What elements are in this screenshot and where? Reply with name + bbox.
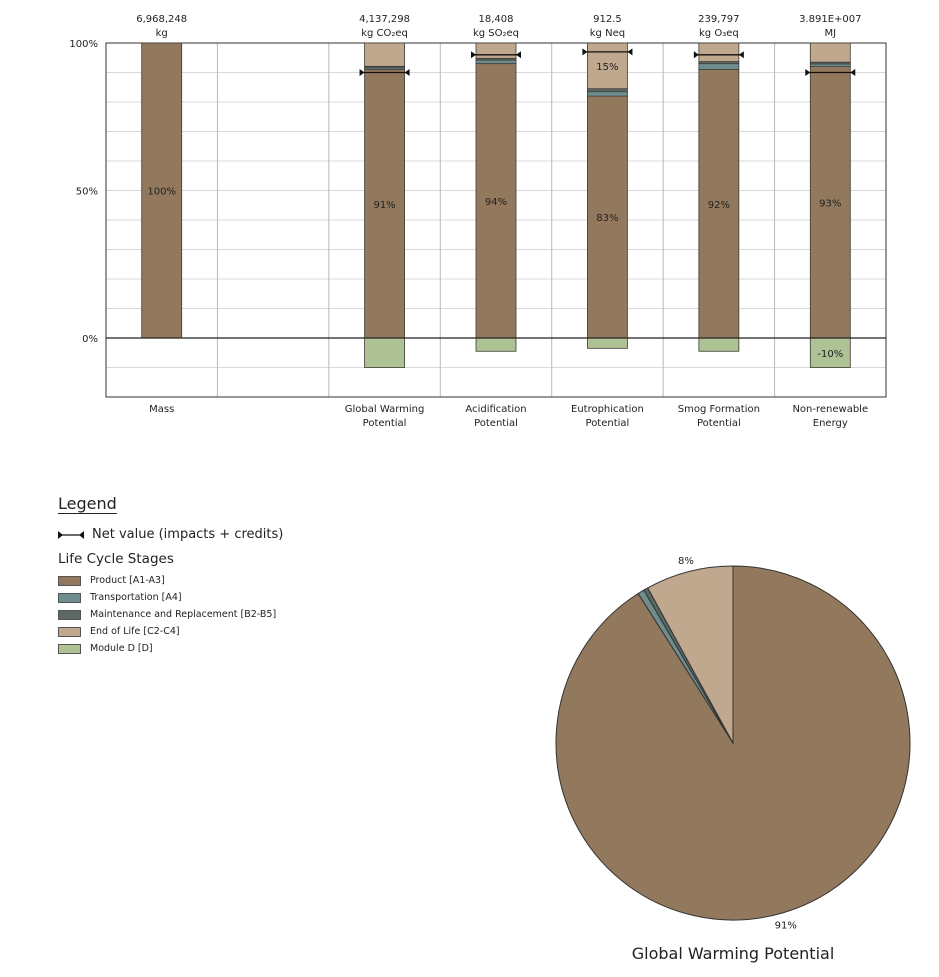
legend-item-module-d <box>58 640 378 657</box>
bar-segment <box>699 43 739 62</box>
category-total-value: 239,797 <box>698 14 740 25</box>
category-total-unit: kg SO₂eq <box>472 28 520 39</box>
bar-segment <box>587 92 627 96</box>
legend <box>58 494 378 657</box>
swatch-maintenance <box>58 610 81 620</box>
stacked-bar-chart <box>0 0 939 440</box>
pie-chart-title: Global Warming Potential <box>631 944 835 963</box>
bar-segment <box>476 338 516 351</box>
bar-segment-label: 92% <box>707 199 730 211</box>
legend-item-maintenance <box>58 606 378 623</box>
bar-segment-label: 15% <box>596 61 619 73</box>
net-value-marker-icon <box>58 530 84 540</box>
bar-segment <box>365 43 405 66</box>
category-total-value: 3.891E+007 <box>799 14 862 25</box>
category-label: Potential <box>362 418 407 429</box>
legend-item-label: Maintenance and Replacement [B2-B5] <box>90 609 277 620</box>
category-total-unit: kg Neq <box>589 28 626 39</box>
bar-segment-label: 94% <box>484 196 508 208</box>
bar-segment-label: 100% <box>147 186 177 198</box>
category-label: Mass <box>149 404 175 415</box>
bar-segment <box>587 338 627 348</box>
bar-segment-label: 93% <box>819 198 842 210</box>
pie-chart <box>540 548 920 938</box>
category-label: Acidification <box>465 404 527 415</box>
bar-segment <box>476 60 516 64</box>
category-total-unit: kg O₃eq <box>699 28 739 39</box>
category-total-value: 6,968,248 <box>136 14 188 25</box>
legend-title: Legend <box>58 494 117 513</box>
bar-segment-label: 91% <box>373 199 396 211</box>
category-label: Potential <box>585 418 630 429</box>
y-tick-label: 0% <box>82 334 98 345</box>
swatch-transportation <box>58 593 81 603</box>
net-value-label: Net value (impacts + credits) <box>92 527 284 542</box>
category-label: Global Warming <box>344 404 425 415</box>
swatch-module-d <box>58 644 81 654</box>
category-total-unit: kg <box>155 28 168 39</box>
swatch-product <box>58 576 81 586</box>
legend-item-end-of-life <box>58 623 378 640</box>
category-label: Energy <box>812 418 848 429</box>
legend-item-product <box>58 572 378 589</box>
legend-item-label: Transportation [A4] <box>90 592 182 603</box>
legend-item-label: Module D [D] <box>90 643 153 654</box>
legend-item-label: End of Life [C2-C4] <box>90 626 180 637</box>
bar-segment-label: 83% <box>596 213 619 225</box>
legend-item-label: Product [A1-A3] <box>90 575 165 586</box>
bar-segment <box>365 338 405 368</box>
legend-item-transportation <box>58 589 378 606</box>
life-cycle-stages-title: Life Cycle Stages <box>58 551 174 567</box>
y-tick-label: 50% <box>75 186 98 198</box>
category-label: Eutrophication <box>571 404 644 415</box>
category-label: Non-renewable <box>792 404 869 415</box>
bar-segment-label: -10% <box>817 348 844 360</box>
category-total-value: 4,137,298 <box>359 14 411 25</box>
category-label: Smog Formation <box>677 404 760 415</box>
category-total-value: 18,408 <box>478 14 514 25</box>
category-label: Potential <box>696 418 741 429</box>
net-value-legend-entry <box>58 527 378 542</box>
category-total-unit: MJ <box>824 28 837 39</box>
bar-segment <box>587 89 627 92</box>
category-total-unit: kg CO₂eq <box>361 28 408 39</box>
bar-segment <box>699 64 739 70</box>
swatch-end-of-life <box>58 627 81 637</box>
category-total-value: 912.5 <box>593 14 622 25</box>
bar-segment <box>476 43 516 58</box>
bar-segment <box>699 338 739 351</box>
pie-slice-label: 8% <box>678 555 694 567</box>
bar-segment <box>810 43 850 62</box>
category-label: Potential <box>474 418 518 429</box>
y-tick-label: 100% <box>69 39 98 50</box>
pie-slice-label: 91% <box>774 920 797 932</box>
